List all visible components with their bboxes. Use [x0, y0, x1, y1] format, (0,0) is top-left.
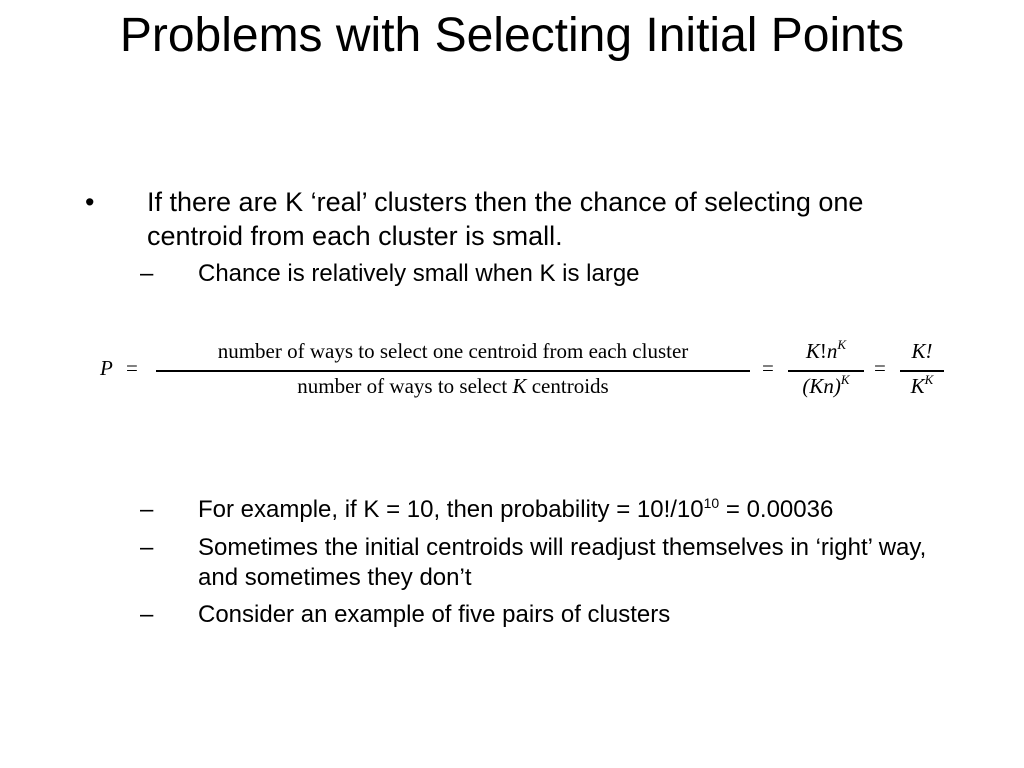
sub-dash: – — [140, 260, 154, 287]
formula-equals: = — [874, 356, 886, 380]
formula-numerator-3: K! — [911, 339, 933, 363]
sub-item-text: Sometimes the initial centroids will readjust themselves in ‘right’ way, and sometimes they don’t — [198, 534, 927, 591]
sub-dash: – — [140, 601, 154, 628]
sub-dash: – — [140, 496, 154, 523]
bullet-glyph: • — [85, 187, 95, 217]
sub-item-text: For example, if K = 10, then probability = $10!/10^{10} = 0.00036$ — [198, 495, 834, 523]
sub-item-text: Consider an example of five pairs of clusters — [198, 601, 671, 628]
formula-denominator: number of ways to select K centroids — [297, 374, 609, 398]
sub-dash: – — [140, 534, 154, 561]
fraction-bar — [788, 370, 864, 372]
formula-numerator-2: $K!n^K$ — [805, 337, 847, 363]
sub-item-text: Chance is relatively small when K is large — [198, 260, 640, 287]
formula-denominator-2: $(Kn)^K$ — [802, 372, 850, 398]
formula-numerator: number of ways to select one centroid from each cluster — [217, 339, 689, 363]
slide-title: Problems with Selecting Initial Points — [119, 9, 905, 62]
bullet-text: If there are K ‘real’ clusters then the chance of selecting one centroid from each cluster is small. — [147, 187, 864, 251]
fraction-bar — [900, 370, 944, 372]
formula-equals: = — [762, 356, 774, 380]
formula-lhs: P — [100, 356, 113, 380]
probability-formula — [100, 336, 960, 406]
fraction-bar — [156, 370, 750, 372]
formula-equals: = — [126, 356, 138, 380]
formula-denominator-3: $K^K$ — [910, 372, 934, 398]
